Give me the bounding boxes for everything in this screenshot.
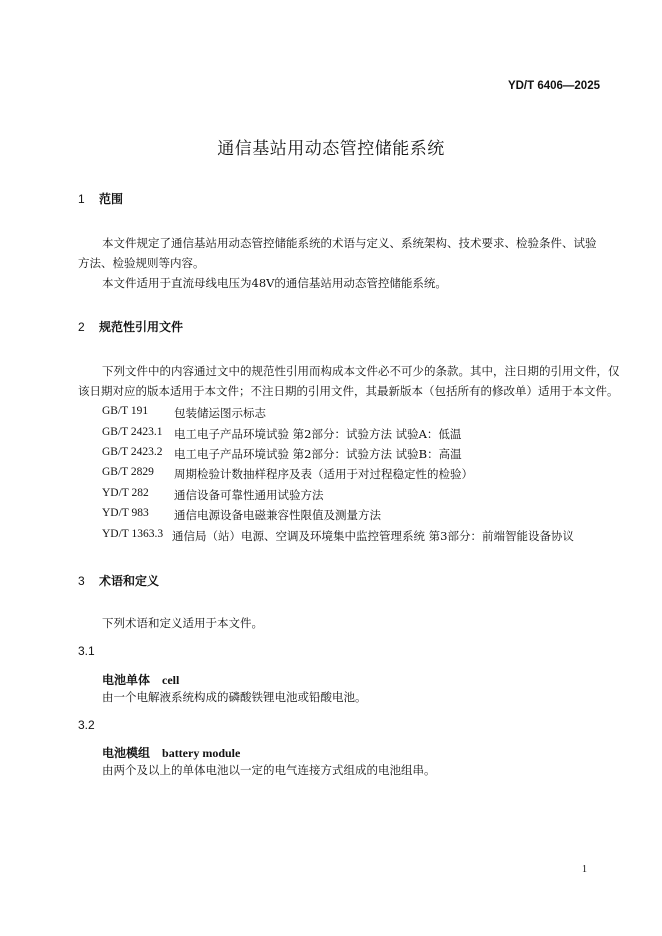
section-1-heading (78, 190, 123, 207)
reference-title: 通信局（站）电源、空调及环境集中监控管理系统 第3部分：前端智能设备协议 (172, 529, 574, 543)
document-title: 通信基站用动态管控储能系统 (217, 139, 445, 159)
section-3-intro: 下列术语和定义适用于本文件。 (102, 616, 263, 630)
term-name-en: cell (162, 673, 180, 687)
reference-title: 电工电子产品环境试验 第2部分：试验方法 试验B：高温 (174, 447, 462, 461)
reference-title: 包装储运图示标志 (174, 406, 266, 420)
term-name (102, 671, 179, 688)
section-3-number: 3 (78, 574, 85, 588)
reference-code: YD/T 282 (102, 487, 149, 499)
term-definition: 由一个电解液系统构成的磷酸铁锂电池或铅酸电池。 (102, 690, 367, 704)
section-2-title: 规范性引用文件 (99, 320, 184, 334)
page-number: 1 (582, 864, 587, 875)
section-2-intro-line-1: 下列文件中的内容通过文中的规范性引用而构成本文件必不可少的条款。其中，注日期的引用文件，仅 (102, 364, 620, 378)
term-number: 3.1 (78, 644, 95, 658)
reference-code: GB/T 2423.2 (102, 446, 163, 458)
section-1-para-1-line-1: 本文件规定了通信基站用动态管控储能系统的术语与定义、系统架构、技术要求、检验条件、试验 (102, 236, 597, 250)
section-1-number: 1 (78, 192, 85, 206)
term-name-en: battery module (162, 746, 241, 760)
section-2-heading (78, 318, 183, 335)
reference-code: GB/T 2829 (102, 466, 154, 478)
term-name-zh: 电池单体 (102, 673, 151, 687)
reference-title: 通信电源设备电磁兼容性限值及测量方法 (174, 508, 381, 522)
term-name-zh: 电池模组 (102, 746, 151, 760)
term-definition: 由两个及以上的单体电池以一定的电气连接方式组成的电池组串。 (102, 763, 436, 777)
reference-code: YD/T 983 (102, 507, 149, 519)
standard-number: YD/T 6406—2025 (507, 80, 600, 92)
section-1-title: 范围 (99, 192, 124, 206)
reference-code: GB/T 191 (102, 405, 149, 417)
term-number: 3.2 (78, 718, 95, 732)
section-1-para-1-line-2: 方法、检验规则等内容。 (78, 256, 205, 270)
reference-code: YD/T 1363.3 (102, 528, 164, 540)
reference-title: 周期检验计数抽样程序及表（适用于对过程稳定性的检验） (174, 467, 473, 481)
section-3-heading (78, 572, 159, 589)
section-3-title: 术语和定义 (99, 574, 160, 588)
reference-title: 通信设备可靠性通用试验方法 (174, 488, 324, 502)
term-name (102, 744, 240, 761)
reference-code: GB/T 2423.1 (102, 426, 163, 438)
section-2-number: 2 (78, 320, 85, 334)
section-1-para-2: 本文件适用于直流母线电压为48V的通信基站用动态管控储能系统。 (102, 276, 447, 290)
reference-title: 电工电子产品环境试验 第2部分：试验方法 试验A：低温 (174, 427, 462, 441)
section-2-intro-line-2: 该日期对应的版本适用于本文件；不注日期的引用文件，其最新版本（包括所有的修改单）适用于本文件。 (78, 384, 619, 398)
